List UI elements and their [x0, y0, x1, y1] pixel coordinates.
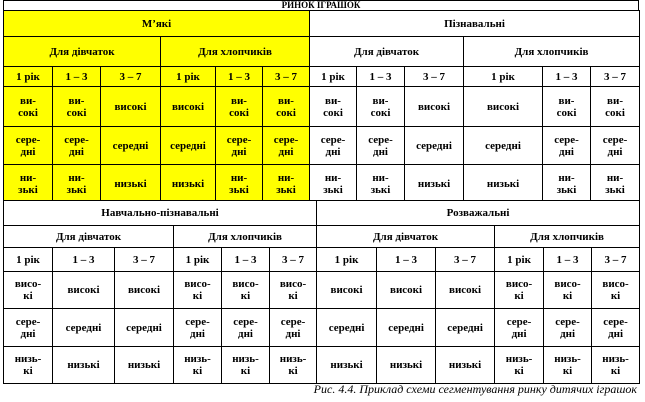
age-cell: 1 рік [464, 67, 543, 87]
level-low: низькі [317, 347, 377, 384]
level-mid: середні [464, 127, 543, 165]
level-low: низь- кі [495, 347, 544, 384]
soft-girls: Для дівчаток [4, 37, 161, 67]
level-mid: середні [53, 309, 115, 347]
level-mid: середні [317, 309, 377, 347]
level-high: високі [436, 272, 495, 309]
level-low: низь- кі [544, 347, 592, 384]
level-mid: сере- дні [592, 309, 640, 347]
level-mid: середні [161, 127, 216, 165]
level-high: висо- кі [592, 272, 640, 309]
level-low: ни- зькі [263, 165, 310, 203]
level-low: низькі [436, 347, 495, 384]
level-mid: сере- дні [4, 309, 53, 347]
level-mid: середні [101, 127, 161, 165]
age-cell: 3 – 7 [101, 67, 161, 87]
age-cell: 1 – 3 [53, 67, 101, 87]
level-low: низь- кі [270, 347, 317, 384]
age-cell: 3 – 7 [591, 67, 640, 87]
level-mid: середні [436, 309, 495, 347]
level-low: низькі [464, 165, 543, 203]
age-cell: 1 – 3 [377, 248, 436, 272]
age-cell: 1 – 3 [216, 67, 263, 87]
level-mid: сере- дні [53, 127, 101, 165]
level-low: низькі [115, 347, 174, 384]
age-cell: 3 – 7 [592, 248, 640, 272]
age-cell: 1 – 3 [357, 67, 405, 87]
age-cell: 1 рік [317, 248, 377, 272]
level-high: високі [377, 272, 436, 309]
level-mid: сере- дні [591, 127, 640, 165]
table-title: РИНОК ІГРАШОК [3, 0, 639, 11]
segmentation-table-bottom [3, 200, 640, 384]
level-mid: сере- дні [222, 309, 270, 347]
cognitive-boys: Для хлопчиків [464, 37, 640, 67]
age-cell: 1 – 3 [543, 67, 591, 87]
age-cell: 1 – 3 [544, 248, 592, 272]
level-high: висо- кі [4, 272, 53, 309]
age-cell: 3 – 7 [263, 67, 310, 87]
level-low: низь- кі [174, 347, 222, 384]
age-cell: 1 – 3 [222, 248, 270, 272]
section-entertainment: Розважальні [317, 201, 640, 226]
level-high: високі [405, 87, 464, 127]
level-high: ви- сокі [263, 87, 310, 127]
level-mid: сере- дні [174, 309, 222, 347]
segmentation-table-top [3, 10, 640, 203]
level-mid: середні [115, 309, 174, 347]
level-low: ни- зькі [4, 165, 53, 203]
level-mid: сере- дні [4, 127, 53, 165]
level-high: високі [317, 272, 377, 309]
level-high: високі [53, 272, 115, 309]
level-high: ви- сокі [53, 87, 101, 127]
level-low: низькі [101, 165, 161, 203]
level-low: ни- зькі [53, 165, 101, 203]
level-low: низь- кі [4, 347, 53, 384]
level-high: висо- кі [174, 272, 222, 309]
level-high: висо- кі [270, 272, 317, 309]
level-low: низькі [53, 347, 115, 384]
section-educational: Навчально-пізнавальні [4, 201, 317, 226]
age-cell: 1 рік [4, 248, 53, 272]
level-low: ни- зькі [591, 165, 640, 203]
level-high: високі [101, 87, 161, 127]
level-high: ви- сокі [4, 87, 53, 127]
age-cell: 3 – 7 [270, 248, 317, 272]
section-cognitive: Пізнавальні [310, 11, 640, 37]
educational-girls: Для дівчаток [4, 226, 174, 248]
level-high: високі [115, 272, 174, 309]
level-high: ви- сокі [310, 87, 357, 127]
level-high: ви- сокі [357, 87, 405, 127]
level-high: високі [464, 87, 543, 127]
level-mid: сере- дні [310, 127, 357, 165]
age-cell: 1 рік [174, 248, 222, 272]
level-high: висо- кі [495, 272, 544, 309]
level-high: висо- кі [222, 272, 270, 309]
level-mid: сере- дні [216, 127, 263, 165]
level-low: ни- зькі [357, 165, 405, 203]
level-mid: середні [377, 309, 436, 347]
cognitive-girls: Для дівчаток [310, 37, 464, 67]
age-cell: 1 – 3 [53, 248, 115, 272]
level-mid: сере- дні [357, 127, 405, 165]
age-cell: 1 рік [310, 67, 357, 87]
educational-boys: Для хлопчиків [174, 226, 317, 248]
level-high: ви- сокі [591, 87, 640, 127]
level-low: низь- кі [222, 347, 270, 384]
section-soft: М’які [4, 11, 310, 37]
level-mid: середні [405, 127, 464, 165]
level-low: низь- кі [592, 347, 640, 384]
age-cell: 1 рік [161, 67, 216, 87]
age-cell: 3 – 7 [436, 248, 495, 272]
age-cell: 3 – 7 [115, 248, 174, 272]
level-low: низькі [161, 165, 216, 203]
level-mid: сере- дні [263, 127, 310, 165]
level-mid: сере- дні [544, 309, 592, 347]
level-mid: сере- дні [495, 309, 544, 347]
age-cell: 1 рік [4, 67, 53, 87]
level-high: ви- сокі [216, 87, 263, 127]
entertainment-girls: Для дівчаток [317, 226, 495, 248]
level-low: ни- зькі [543, 165, 591, 203]
level-mid: сере- дні [543, 127, 591, 165]
level-low: низькі [377, 347, 436, 384]
level-low: низькі [405, 165, 464, 203]
level-high: високі [161, 87, 216, 127]
level-high: висо- кі [544, 272, 592, 309]
level-low: ни- зькі [310, 165, 357, 203]
entertainment-boys: Для хлопчиків [495, 226, 640, 248]
level-high: ви- сокі [543, 87, 591, 127]
age-cell: 1 рік [495, 248, 544, 272]
figure-caption: Рис. 4.4. Приклад схеми сегментування ринку дитячих іграшок [313, 382, 637, 396]
level-low: ни- зькі [216, 165, 263, 203]
age-cell: 3 – 7 [405, 67, 464, 87]
level-mid: сере- дні [270, 309, 317, 347]
soft-boys: Для хлопчиків [161, 37, 310, 67]
